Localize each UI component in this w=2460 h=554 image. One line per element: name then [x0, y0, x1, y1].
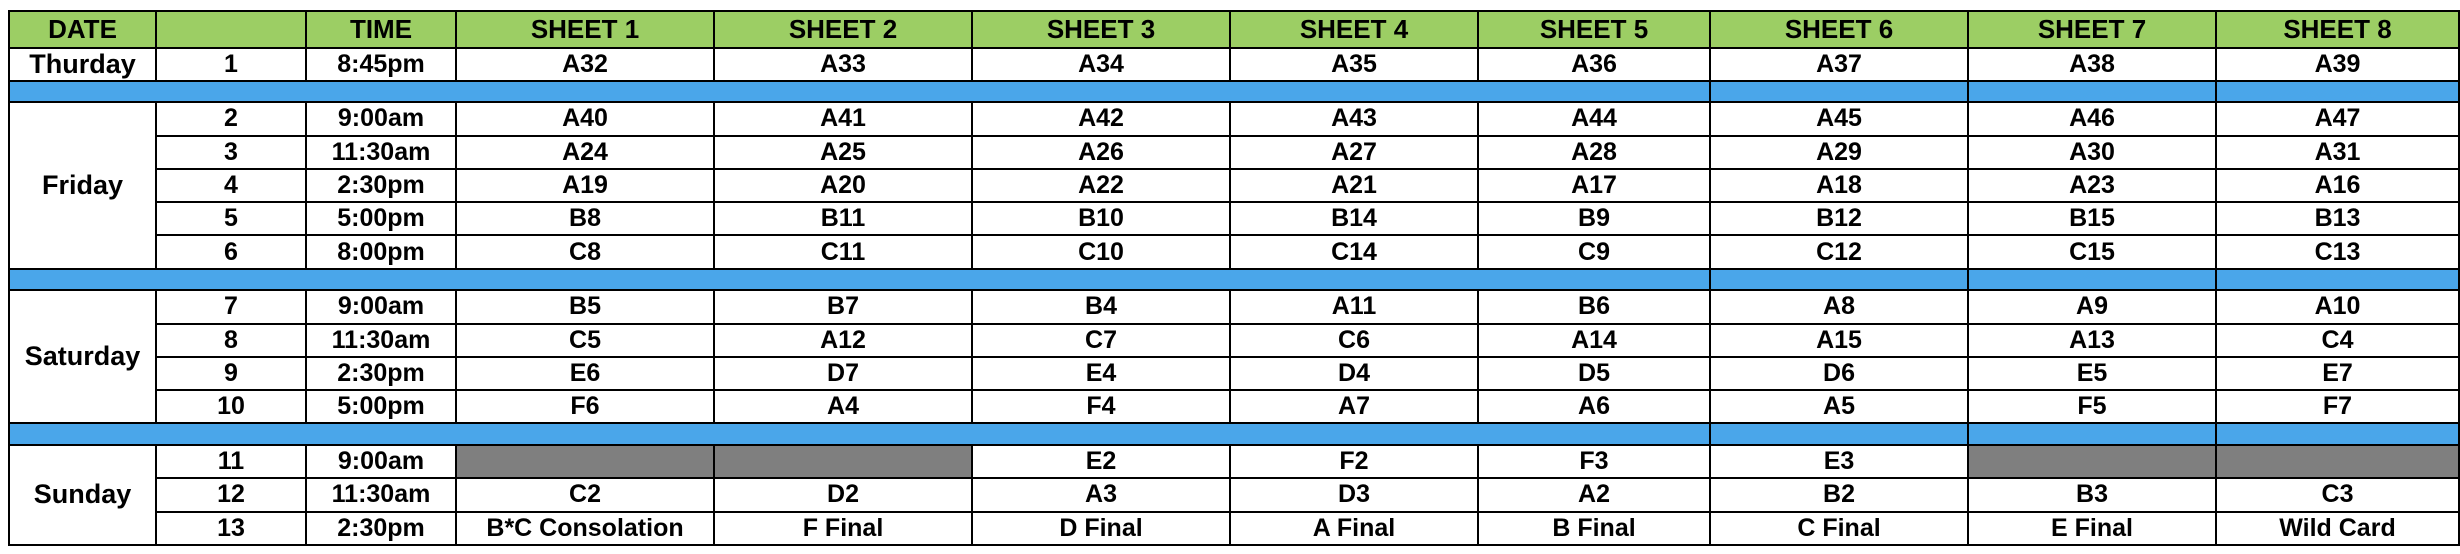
- sheet-2-game: F Final: [714, 512, 972, 545]
- draw-schedule-table: [8, 10, 2460, 546]
- draw-number: 6: [156, 235, 306, 268]
- sheet-1-game: F6: [456, 390, 714, 423]
- header-sheet-6: SHEET 6: [1710, 11, 1968, 48]
- draw-time: 9:00am: [306, 290, 456, 323]
- header-sheet-7: SHEET 7: [1968, 11, 2216, 48]
- sheet-4-game: C14: [1230, 235, 1478, 268]
- draw-time: 8:45pm: [306, 48, 456, 81]
- sheet-1-game: A24: [456, 136, 714, 169]
- sheet-7-game: A23: [1968, 169, 2216, 202]
- sheet-4-game: B14: [1230, 202, 1478, 235]
- draw-time: 2:30pm: [306, 357, 456, 390]
- sheet-8-game: A16: [2216, 169, 2459, 202]
- day-label: Thurday: [9, 48, 156, 81]
- sheet-1-game: C5: [456, 324, 714, 357]
- sheet-2-game: B11: [714, 202, 972, 235]
- draw-number: 9: [156, 357, 306, 390]
- header-draw: [156, 11, 306, 48]
- sheet-7-game: A30: [1968, 136, 2216, 169]
- sheet-3-game: E2: [972, 445, 1230, 478]
- sheet-5-game: F3: [1478, 445, 1710, 478]
- header-sheet-3: SHEET 3: [972, 11, 1230, 48]
- header-sheet-2: SHEET 2: [714, 11, 972, 48]
- draw-row: [9, 324, 2459, 357]
- draw-number: 12: [156, 478, 306, 511]
- sheet-1-game: B8: [456, 202, 714, 235]
- sheet-7-game: B3: [1968, 478, 2216, 511]
- separator-bar: [1968, 269, 2216, 290]
- sheet-7-game: E5: [1968, 357, 2216, 390]
- draw-row: [9, 202, 2459, 235]
- sheet-6-game: B12: [1710, 202, 1968, 235]
- draw-time: 5:00pm: [306, 202, 456, 235]
- separator-bar: [9, 269, 1710, 290]
- sheet-6-game: A37: [1710, 48, 1968, 81]
- draw-row: [9, 290, 2459, 323]
- sheet-8-game: A47: [2216, 102, 2459, 135]
- header-time: TIME: [306, 11, 456, 48]
- sheet-8-game: C3: [2216, 478, 2459, 511]
- draw-row: [9, 512, 2459, 545]
- unused-sheet-cell: [456, 445, 714, 478]
- sheet-4-game: D4: [1230, 357, 1478, 390]
- sheet-4-game: A27: [1230, 136, 1478, 169]
- separator-bar: [9, 81, 1710, 102]
- sheet-4-game: F2: [1230, 445, 1478, 478]
- draw-number: 3: [156, 136, 306, 169]
- draw-time: 11:30am: [306, 478, 456, 511]
- sheet-7-game: B15: [1968, 202, 2216, 235]
- sheet-1-game: B5: [456, 290, 714, 323]
- sheet-1-game: C2: [456, 478, 714, 511]
- sheet-7-game: A13: [1968, 324, 2216, 357]
- sheet-5-game: B Final: [1478, 512, 1710, 545]
- separator-bar: [2216, 423, 2459, 444]
- sheet-8-game: A39: [2216, 48, 2459, 81]
- sheet-7-game: E Final: [1968, 512, 2216, 545]
- sheet-2-game: B7: [714, 290, 972, 323]
- draw-row: [9, 136, 2459, 169]
- sheet-8-game: A10: [2216, 290, 2459, 323]
- sheet-1-game: C8: [456, 235, 714, 268]
- draw-number: 11: [156, 445, 306, 478]
- sheet-6-game: A8: [1710, 290, 1968, 323]
- sheet-6-game: B2: [1710, 478, 1968, 511]
- sheet-4-game: A11: [1230, 290, 1478, 323]
- sheet-2-game: A33: [714, 48, 972, 81]
- draw-number: 5: [156, 202, 306, 235]
- draw-time: 8:00pm: [306, 235, 456, 268]
- sheet-3-game: C10: [972, 235, 1230, 268]
- sheet-3-game: A26: [972, 136, 1230, 169]
- sheet-8-game: F7: [2216, 390, 2459, 423]
- sheet-8-game: Wild Card: [2216, 512, 2459, 545]
- draw-row: [9, 169, 2459, 202]
- sheet-6-game: D6: [1710, 357, 1968, 390]
- header-sheet-8: SHEET 8: [2216, 11, 2459, 48]
- sheet-5-game: A2: [1478, 478, 1710, 511]
- day-separator: [9, 81, 2459, 102]
- draw-number: 4: [156, 169, 306, 202]
- sheet-5-game: A44: [1478, 102, 1710, 135]
- sheet-5-game: B6: [1478, 290, 1710, 323]
- sheet-3-game: F4: [972, 390, 1230, 423]
- separator-bar: [9, 423, 1710, 444]
- sheet-8-game: C4: [2216, 324, 2459, 357]
- sheet-4-game: C6: [1230, 324, 1478, 357]
- draw-row: [9, 390, 2459, 423]
- header-sheet-5: SHEET 5: [1478, 11, 1710, 48]
- sheet-6-game: A45: [1710, 102, 1968, 135]
- separator-bar: [1710, 423, 1968, 444]
- sheet-2-game: D7: [714, 357, 972, 390]
- sheet-1-game: A19: [456, 169, 714, 202]
- sheet-2-game: A41: [714, 102, 972, 135]
- sheet-6-game: C12: [1710, 235, 1968, 268]
- draw-row: [9, 235, 2459, 268]
- day-separator: [9, 269, 2459, 290]
- draw-time: 2:30pm: [306, 512, 456, 545]
- sheet-5-game: A28: [1478, 136, 1710, 169]
- draw-row: [9, 102, 2459, 135]
- draw-row: [9, 478, 2459, 511]
- day-separator: [9, 423, 2459, 444]
- sheet-6-game: E3: [1710, 445, 1968, 478]
- draw-time: 9:00am: [306, 102, 456, 135]
- draw-time: 11:30am: [306, 136, 456, 169]
- sheet-3-game: C7: [972, 324, 1230, 357]
- separator-bar: [1968, 81, 2216, 102]
- sheet-7-game: F5: [1968, 390, 2216, 423]
- header-sheet-1: SHEET 1: [456, 11, 714, 48]
- sheet-5-game: A36: [1478, 48, 1710, 81]
- sheet-2-game: D2: [714, 478, 972, 511]
- sheet-6-game: C Final: [1710, 512, 1968, 545]
- unused-sheet-cell: [2216, 445, 2459, 478]
- sheet-6-game: A5: [1710, 390, 1968, 423]
- separator-bar: [2216, 269, 2459, 290]
- draw-time: 11:30am: [306, 324, 456, 357]
- sheet-1-game: A40: [456, 102, 714, 135]
- draw-number: 7: [156, 290, 306, 323]
- sheet-4-game: A35: [1230, 48, 1478, 81]
- sheet-3-game: A34: [972, 48, 1230, 81]
- sheet-5-game: C9: [1478, 235, 1710, 268]
- separator-bar: [1710, 269, 1968, 290]
- sheet-6-game: A15: [1710, 324, 1968, 357]
- sheet-3-game: B10: [972, 202, 1230, 235]
- sheet-4-game: D3: [1230, 478, 1478, 511]
- separator-bar: [2216, 81, 2459, 102]
- sheet-3-game: A3: [972, 478, 1230, 511]
- sheet-3-game: A22: [972, 169, 1230, 202]
- sheet-5-game: A6: [1478, 390, 1710, 423]
- draw-time: 2:30pm: [306, 169, 456, 202]
- draw-number: 13: [156, 512, 306, 545]
- day-label: Saturday: [9, 290, 156, 423]
- sheet-8-game: E7: [2216, 357, 2459, 390]
- draw-row: [9, 48, 2459, 81]
- separator-bar: [1968, 423, 2216, 444]
- sheet-5-game: A14: [1478, 324, 1710, 357]
- sheet-4-game: A7: [1230, 390, 1478, 423]
- sheet-2-game: A25: [714, 136, 972, 169]
- sheet-2-game: C11: [714, 235, 972, 268]
- sheet-8-game: C13: [2216, 235, 2459, 268]
- sheet-3-game: D Final: [972, 512, 1230, 545]
- sheet-7-game: A38: [1968, 48, 2216, 81]
- day-label: Sunday: [9, 445, 156, 545]
- separator-bar: [1710, 81, 1968, 102]
- draw-number: 10: [156, 390, 306, 423]
- sheet-3-game: E4: [972, 357, 1230, 390]
- sheet-2-game: A12: [714, 324, 972, 357]
- draw-row: [9, 357, 2459, 390]
- draw-time: 9:00am: [306, 445, 456, 478]
- sheet-2-game: A4: [714, 390, 972, 423]
- header-row: [9, 11, 2459, 48]
- draw-time: 5:00pm: [306, 390, 456, 423]
- unused-sheet-cell: [714, 445, 972, 478]
- sheet-5-game: A17: [1478, 169, 1710, 202]
- header-sheet-4: SHEET 4: [1230, 11, 1478, 48]
- sheet-3-game: A42: [972, 102, 1230, 135]
- sheet-1-game: E6: [456, 357, 714, 390]
- sheet-4-game: A Final: [1230, 512, 1478, 545]
- day-label: Friday: [9, 102, 156, 268]
- sheet-7-game: A9: [1968, 290, 2216, 323]
- sheet-1-game: A32: [456, 48, 714, 81]
- sheet-5-game: D5: [1478, 357, 1710, 390]
- sheet-3-game: B4: [972, 290, 1230, 323]
- unused-sheet-cell: [1968, 445, 2216, 478]
- sheet-7-game: A46: [1968, 102, 2216, 135]
- sheet-8-game: A31: [2216, 136, 2459, 169]
- draw-number: 2: [156, 102, 306, 135]
- draw-number: 8: [156, 324, 306, 357]
- sheet-7-game: C15: [1968, 235, 2216, 268]
- sheet-5-game: B9: [1478, 202, 1710, 235]
- sheet-4-game: A43: [1230, 102, 1478, 135]
- sheet-6-game: A29: [1710, 136, 1968, 169]
- sheet-4-game: A21: [1230, 169, 1478, 202]
- draw-number: 1: [156, 48, 306, 81]
- sheet-6-game: A18: [1710, 169, 1968, 202]
- sheet-2-game: A20: [714, 169, 972, 202]
- header-date: DATE: [9, 11, 156, 48]
- sheet-1-game: B*C Consolation: [456, 512, 714, 545]
- draw-row: [9, 445, 2459, 478]
- sheet-8-game: B13: [2216, 202, 2459, 235]
